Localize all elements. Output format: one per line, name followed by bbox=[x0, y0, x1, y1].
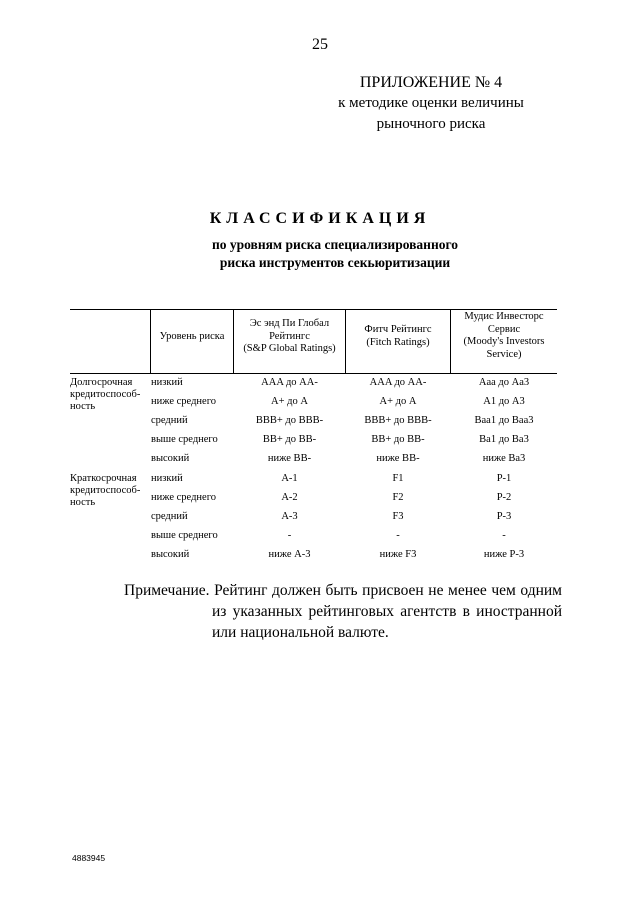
header-moodys-line: Сервис bbox=[487, 323, 521, 335]
group-label-line: Краткосрочная bbox=[70, 473, 137, 484]
note-line: или национальной валюте. bbox=[212, 624, 389, 641]
risk-level-cell: низкий bbox=[151, 377, 183, 388]
appendix-line-3: рыночного риска bbox=[376, 116, 486, 132]
risk-level-cell: ниже среднего bbox=[151, 492, 216, 503]
fitch-rating-cell: F3 bbox=[392, 511, 404, 522]
group-label-line: Долгосрочная bbox=[70, 377, 133, 388]
risk-level-cell: средний bbox=[151, 415, 188, 426]
fitch-rating-cell: BB+ до BB- bbox=[371, 434, 425, 445]
fitch-rating-cell: BBB+ до BBB- bbox=[364, 415, 432, 426]
appendix-line-2: к методике оценки величины bbox=[338, 95, 524, 111]
risk-level-cell: низкий bbox=[151, 473, 183, 484]
sp-rating-cell: BB+ до BB- bbox=[262, 434, 317, 445]
subtitle-line-2: риска инструментов секьюритизации bbox=[219, 255, 451, 270]
header-moodys bbox=[451, 311, 557, 361]
fitch-rating-cell: ниже BB- bbox=[376, 453, 420, 464]
header-moodys-line: Мудис Инвесторс bbox=[464, 311, 544, 322]
sp-rating-cell: A+ до A bbox=[271, 396, 308, 407]
sp-rating-cell: A-2 bbox=[281, 492, 298, 503]
header-sp-line: (S&P Global Ratings) bbox=[243, 343, 336, 354]
header-fitch bbox=[346, 324, 450, 349]
document-subtitle bbox=[120, 236, 550, 272]
moodys-rating-cell: Baa1 до Baa3 bbox=[474, 415, 534, 426]
risk-level-cell: средний bbox=[151, 511, 188, 522]
document-title: КЛАССИФИКАЦИЯ bbox=[209, 210, 431, 227]
sp-rating-cell: BBB+ до BBB- bbox=[255, 415, 324, 426]
appendix-title: ПРИЛОЖЕНИЕ № 4 bbox=[359, 74, 503, 91]
moodys-rating-cell: - bbox=[502, 530, 506, 541]
moodys-rating-cell: Ba1 до Ba3 bbox=[479, 434, 529, 445]
fitch-rating-cell: A+ до A bbox=[379, 396, 417, 407]
note-line: Примечание. Рейтинг должен быть присвоен не менее чем одним bbox=[124, 582, 562, 599]
fitch-rating-cell: AAA до AA- bbox=[369, 377, 427, 388]
risk-level-cell: высокий bbox=[151, 549, 190, 560]
risk-level-cell: ниже среднего bbox=[151, 396, 216, 407]
moodys-rating-cell: P-2 bbox=[496, 492, 512, 503]
group-label-line: кредитоспособ- bbox=[70, 485, 141, 496]
sp-rating-cell: ниже BB- bbox=[267, 453, 312, 464]
fitch-rating-cell: ниже F3 bbox=[379, 549, 417, 560]
table-top-rule bbox=[70, 309, 557, 310]
fitch-rating-cell: - bbox=[396, 530, 400, 541]
header-moodys-line: Service) bbox=[486, 348, 522, 360]
sp-rating-cell: - bbox=[287, 530, 292, 541]
sp-rating-cell: A-3 bbox=[281, 511, 298, 522]
sp-rating-cell: ниже A-3 bbox=[268, 549, 311, 560]
subtitle-line-1: по уровням риска специализированного bbox=[211, 237, 459, 252]
header-moodys-line: (Moody's Investors bbox=[463, 336, 545, 347]
moodys-rating-cell: A1 до A3 bbox=[483, 396, 525, 407]
group-label-short-term bbox=[70, 473, 150, 509]
table-header-rule bbox=[70, 373, 557, 374]
sp-rating-cell: AAA до AA- bbox=[261, 377, 318, 388]
header-sp-line: Рейтингс bbox=[269, 330, 310, 342]
header-sp-line: Эс энд Пи Глобал bbox=[249, 318, 330, 329]
page-number: 25 bbox=[312, 36, 328, 53]
moodys-rating-cell: Aaa до Aa3 bbox=[478, 377, 530, 388]
moodys-rating-cell: ниже P-3 bbox=[483, 549, 525, 560]
appendix-block bbox=[300, 72, 562, 135]
sp-rating-cell: A-1 bbox=[281, 473, 298, 484]
moodys-rating-cell: P-3 bbox=[496, 511, 512, 522]
group-label-line: кредитоспособ- bbox=[70, 389, 141, 400]
risk-level-cell: выше среднего bbox=[151, 530, 218, 541]
header-sp bbox=[234, 318, 345, 356]
group-label-long-term bbox=[70, 377, 150, 413]
header-fitch-line: Фитч Рейтингс bbox=[364, 324, 432, 335]
fitch-rating-cell: F1 bbox=[392, 473, 404, 484]
note-line: из указанных рейтинговых агентств в иностранной bbox=[212, 603, 562, 620]
header-fitch-line: (Fitch Ratings) bbox=[366, 336, 430, 348]
moodys-rating-cell: P-1 bbox=[496, 473, 512, 484]
fitch-rating-cell: F2 bbox=[392, 492, 404, 503]
document-id: 4883945 bbox=[72, 853, 106, 863]
group-label-line: ность bbox=[70, 497, 96, 508]
moodys-rating-cell: ниже Ba3 bbox=[482, 453, 526, 464]
group-label-line: ность bbox=[70, 401, 96, 412]
risk-level-cell: высокий bbox=[151, 453, 190, 464]
risk-level-cell: выше среднего bbox=[151, 434, 218, 445]
header-risk-level: Уровень риска bbox=[159, 331, 225, 342]
